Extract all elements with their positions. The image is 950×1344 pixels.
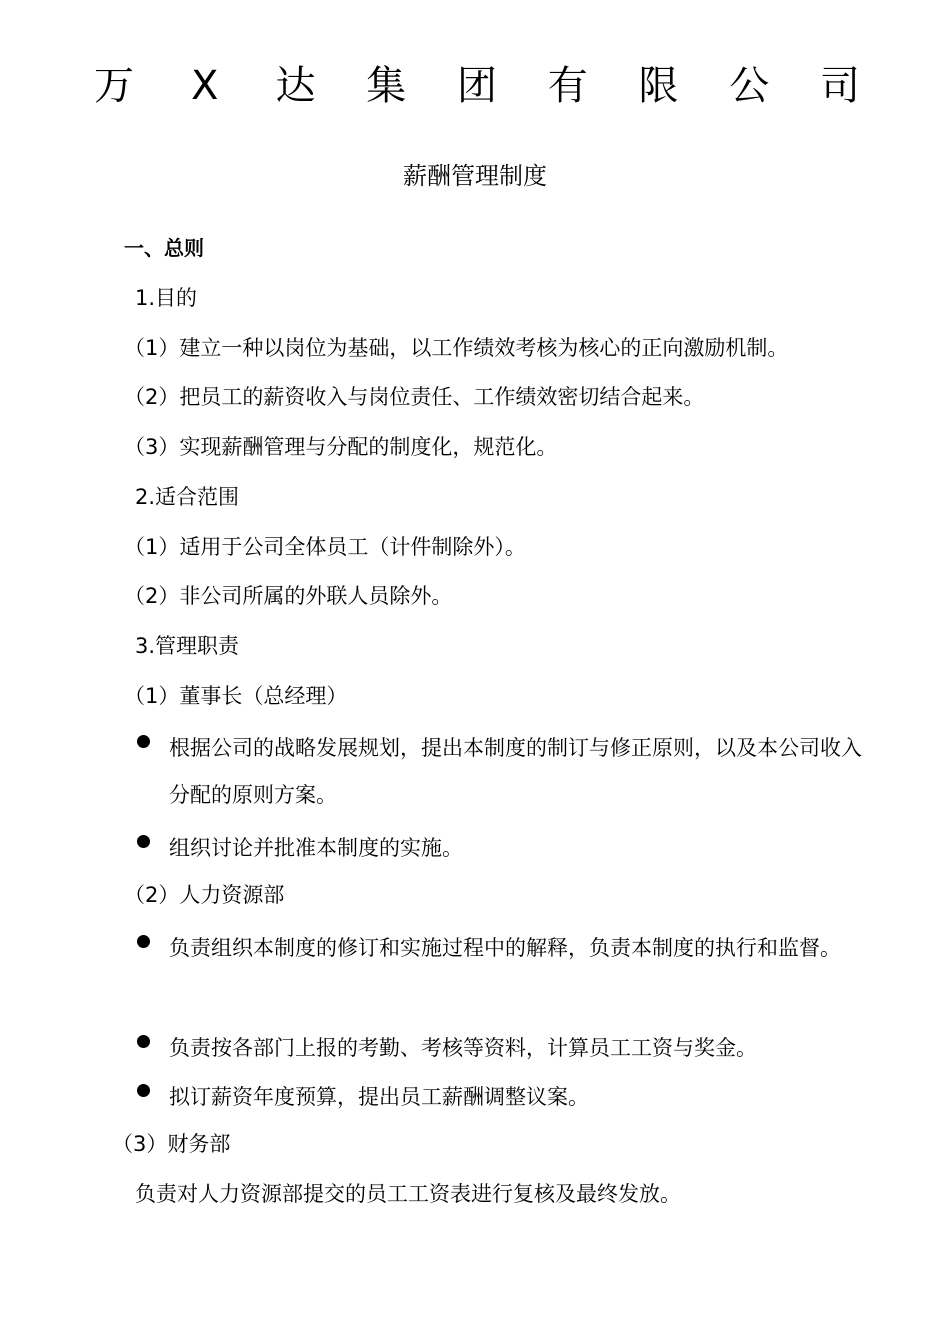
role-heading-finance: （3）财务部	[112, 1132, 231, 1156]
company-name-char: 司	[820, 63, 860, 109]
bullet-text: 负责按各部门上报的考勤、考核等资料，计算员工工资与奖金。	[169, 1036, 757, 1060]
bullet-dot-icon	[137, 935, 150, 948]
role-heading-chairman: （1）董事长（总经理）	[124, 684, 348, 708]
bullet-dot-icon	[137, 1035, 150, 1048]
company-name-char: 团	[457, 63, 497, 109]
subheading-purpose: 1.目的	[135, 286, 198, 310]
bullet-dot-icon	[137, 735, 150, 748]
bullet-item	[133, 725, 869, 819]
company-name-char: 集	[366, 63, 407, 109]
document-title: 薪酬管理制度	[403, 162, 547, 190]
bullet-dot-icon	[137, 1084, 150, 1097]
company-name-char: 有	[547, 63, 588, 109]
scope-item: （1）适用于公司全体员工（计件制除外）。	[124, 535, 526, 559]
bullet-item	[133, 925, 869, 972]
purpose-item: （3）实现薪酬管理与分配的制度化，规范化。	[124, 435, 558, 459]
section-heading-general: 一、总则	[124, 236, 204, 260]
subheading-scope: 2.适合范围	[135, 485, 240, 509]
bullet-item	[133, 1074, 869, 1121]
company-name	[92, 58, 862, 114]
scope-item: （2）非公司所属的外联人员除外。	[124, 584, 453, 608]
company-name-char: X	[191, 63, 219, 109]
purpose-item: （2）把员工的薪资收入与岗位责任、工作绩效密切结合起来。	[124, 385, 705, 409]
bullet-text: 组织讨论并批准本制度的实施。	[169, 836, 463, 860]
bullet-item	[133, 1025, 869, 1072]
bullet-text: 负责组织本制度的修订和实施过程中的解释，负责本制度的执行和监督。	[169, 936, 841, 960]
company-name-char: 限	[638, 63, 679, 109]
role-heading-hr: （2）人力资源部	[124, 883, 285, 907]
company-name-char: 万	[94, 63, 134, 109]
subheading-duties: 3.管理职责	[135, 634, 240, 658]
bullet-text: 拟订薪资年度预算，提出员工薪酬调整议案。	[169, 1085, 589, 1109]
bullet-text: 根据公司的战略发展规划，提出本制度的制订与修正原则，以及本公司收入分配的原则方案。	[169, 736, 862, 807]
bullet-dot-icon	[137, 835, 150, 848]
bullet-item	[133, 825, 869, 872]
finance-duty-text: 负责对人力资源部提交的员工工资表进行复核及最终发放。	[135, 1182, 681, 1206]
company-name-char: 达	[275, 63, 316, 109]
company-name-char: 公	[729, 63, 770, 109]
purpose-item: （1）建立一种以岗位为基础，以工作绩效考核为核心的正向激励机制。	[124, 336, 789, 360]
